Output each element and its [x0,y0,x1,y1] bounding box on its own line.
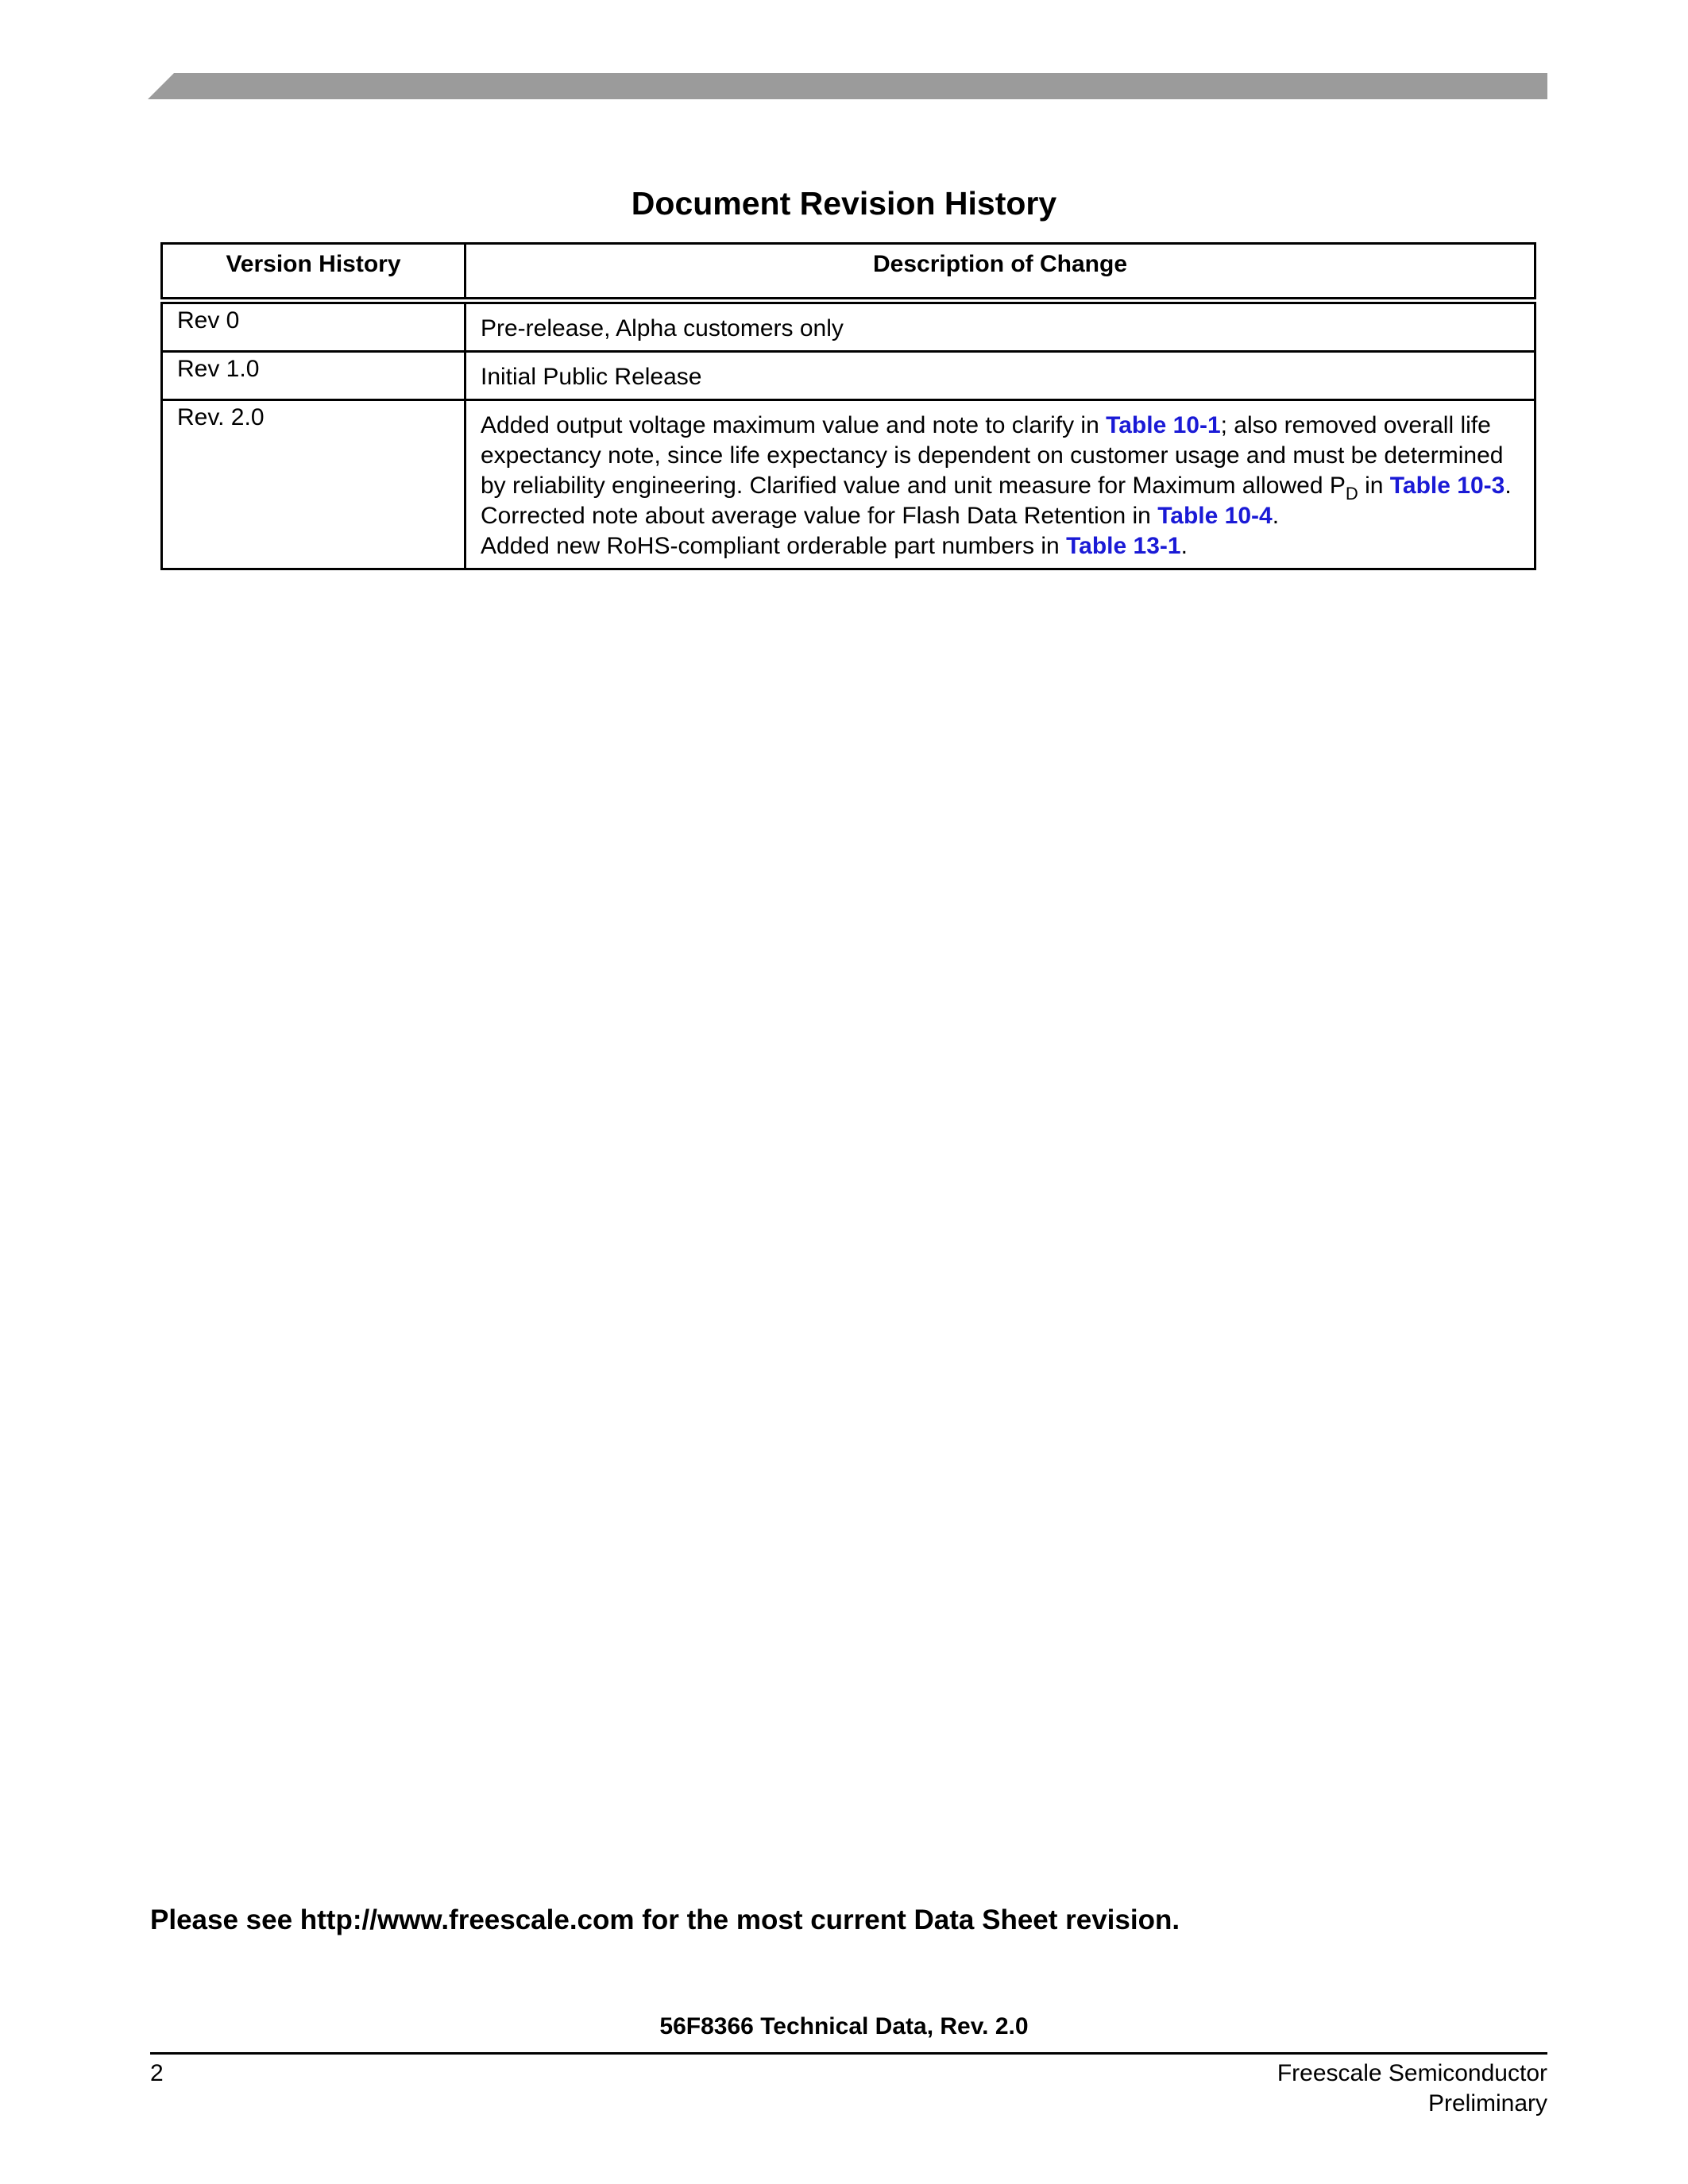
table-13-1-link[interactable]: Table 13-1 [1066,533,1181,559]
table-header-row [162,244,1535,301]
table-row [162,352,1535,400]
table-10-4-link[interactable]: Table 10-4 [1157,503,1273,529]
page-title: Document Revision History [631,185,1057,222]
footer-company-block [1277,2059,1547,2119]
table-row [162,301,1535,352]
header-bar [148,73,1547,99]
pd-symbol-subscript: D [1345,484,1358,504]
description-text: . [1272,503,1280,529]
description-text: in [1358,473,1390,499]
header-bar-shape [148,73,1547,99]
description-cell: Initial Public Release [465,352,1535,400]
table-10-1-link[interactable]: Table 10-1 [1106,412,1221,438]
description-cell: Pre-release, Alpha customers only [465,301,1535,352]
version-cell: Rev 0 [162,301,465,352]
document-status: Preliminary [1427,2090,1547,2116]
description-text: ; also removed overall life expectancy note, since life expectancy is dependent on customer usage and must be determined by reliability engineering. Clarified value and unit measure for Maximum allowed [481,412,1504,499]
description-text: . Corrected note about average value for Flash Data Retention in [481,473,1512,529]
column-header-description: Description of Change [465,244,1535,301]
table-10-3-link[interactable]: Table 10-3 [1389,473,1505,499]
description-text: Added output voltage maximum value and note to clarify in [481,412,1107,438]
pd-symbol-main: P [1329,473,1346,499]
version-cell: Rev. 2.0 [162,400,465,569]
footer-divider [150,2052,1547,2055]
revision-history-table [160,242,1536,570]
column-header-version: Version History [162,244,465,301]
pd-symbol [1329,473,1358,504]
company-name: Freescale Semiconductor [1277,2060,1547,2086]
description-text: Added new RoHS-compliant orderable part numbers in [481,533,1067,559]
table-row [162,400,1535,569]
data-sheet-notice: Please see http://www.freescale.com for the most current Data Sheet revision. [150,1904,1180,1935]
page-number: 2 [150,2060,164,2086]
description-cell [465,400,1535,569]
description-text: . [1180,533,1188,559]
version-cell: Rev 1.0 [162,352,465,400]
footer-doc-title: 56F8366 Technical Data, Rev. 2.0 [659,2013,1029,2039]
